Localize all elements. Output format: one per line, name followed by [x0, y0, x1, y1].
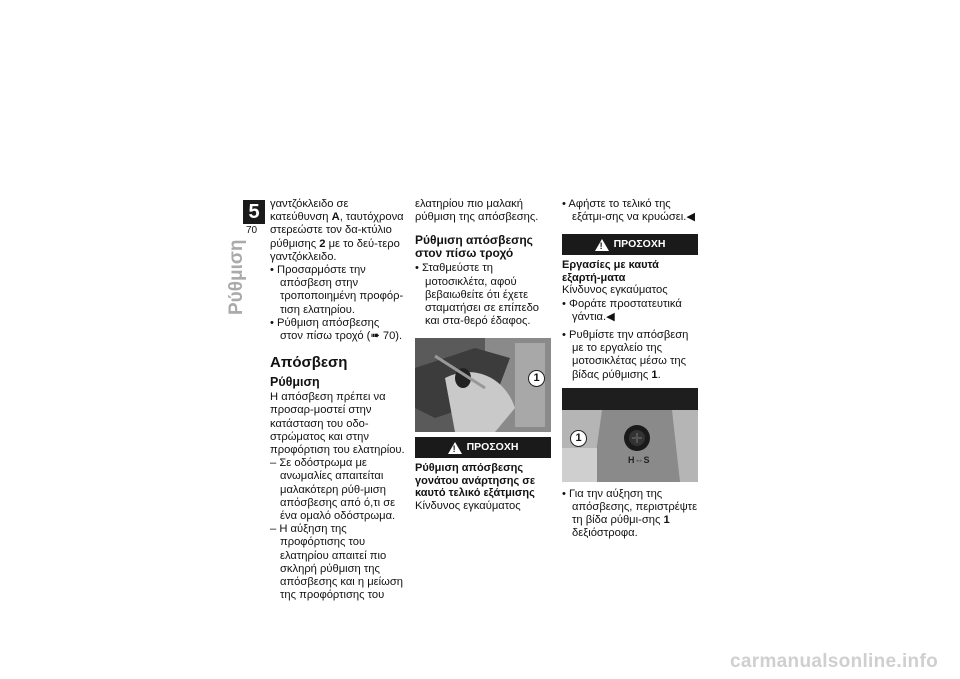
chapter-side-title: Ρύθμιση: [226, 239, 247, 315]
footer-watermark: carmanualsonline.info: [730, 651, 938, 672]
adjuster-screw-photo: [562, 388, 698, 482]
warning-text: Κίνδυνος εγκαύματος: [562, 284, 668, 297]
subsection-heading: Ρύθμιση: [270, 375, 320, 390]
bullet-item-link[interactable]: • Ρύθμιση απόσβεσης στον πίσω τροχό (➠ 70).: [270, 316, 403, 343]
warning-bar: ! ΠΡΟΣΟΧΗ: [415, 437, 551, 458]
intro-paragraph: γαντζόκλειδο σε κατεύθυνση A, ταυτόχρονα στερεώστε τον δα-κτύλιο ρύθμισης 2 με το δεύ-τερο γαντζόκλειδο.: [270, 198, 404, 263]
bullet-item: • Φοράτε προστατευτικά γάντια.◀: [562, 297, 682, 323]
warning-icon: !: [448, 442, 462, 454]
section-heading: Ρύθμιση απόσβεσης στον πίσω τροχό: [415, 233, 533, 261]
warning-icon: !: [595, 239, 609, 251]
warning-text: Κίνδυνος εγκαύματος: [415, 499, 521, 512]
bullet-item: • Για την αύξηση της απόσβεσης, περιστρέψτε τη βίδα ρύθμι-σης 1 δεξιόστροφα.: [562, 487, 698, 540]
body-paragraph: Η απόσβεση πρέπει να προσαρ-μοστεί στην κατάσταση του οδο-στρώματος και στην προφόρτιση του ελατηρίου.: [270, 391, 405, 457]
dash-item: – Σε οδόστρωμα με ανωμαλίες απαιτείται μαλακότερη ρύθ-μιση απόσβεσης από ό,τι σε ένα ομαλό οδόστρωμα.: [270, 457, 396, 523]
continued-paragraph: ελατηρίου πιο μαλακή ρύθμιση της απόσβεσης.: [415, 198, 539, 224]
column-1: [270, 198, 405, 602]
warning-title: Ρύθμιση απόσβεσης γονάτου ανάρτησης σε καυτό τελικό εξάτμισης: [415, 462, 536, 500]
bullet-item: • Προσαρμόστε την απόσβεση στην τροποποιημένη προφόρ-τιση ελατηρίου.: [270, 264, 404, 316]
warning-title: Εργασίες με καυτά εξαρτή-ματα: [562, 259, 659, 284]
column-3: [562, 198, 698, 541]
warning-bar: ! ΠΡΟΣΟΧΗ: [562, 234, 698, 255]
bullet-item: • Αφήστε το τελικό της εξάτμι-σης να κρυώσει.◀: [562, 198, 695, 224]
rear-shock-photo: [415, 338, 551, 432]
page-number: 70: [246, 225, 258, 236]
adjuster-label: H⇔S: [628, 454, 650, 465]
section-heading: Απόσβεση: [270, 354, 348, 372]
chapter-number: 5: [243, 200, 265, 224]
column-2: [415, 198, 551, 513]
bullet-item: • Ρυθμίστε την απόσβεση με το εργαλείο της μοτοσικλέτας μέσω της βίδας ρύθμισης 1.: [562, 329, 689, 381]
bullet-item: • Σταθμεύστε τη μοτοσικλέτα, αφού βεβαιωθείτε ότι έχετε σταματήσει σε επίπεδο και στα-θερό έδαφος.: [415, 262, 540, 328]
callout-1: 1: [570, 430, 587, 447]
dash-item: – Η αύξηση της προφόρτισης του ελατηρίου απαιτεί πιο σκληρή ρύθμιση της απόσβεσης και η μείωση της προφόρτισης του: [270, 523, 403, 602]
callout-1: 1: [528, 370, 545, 387]
